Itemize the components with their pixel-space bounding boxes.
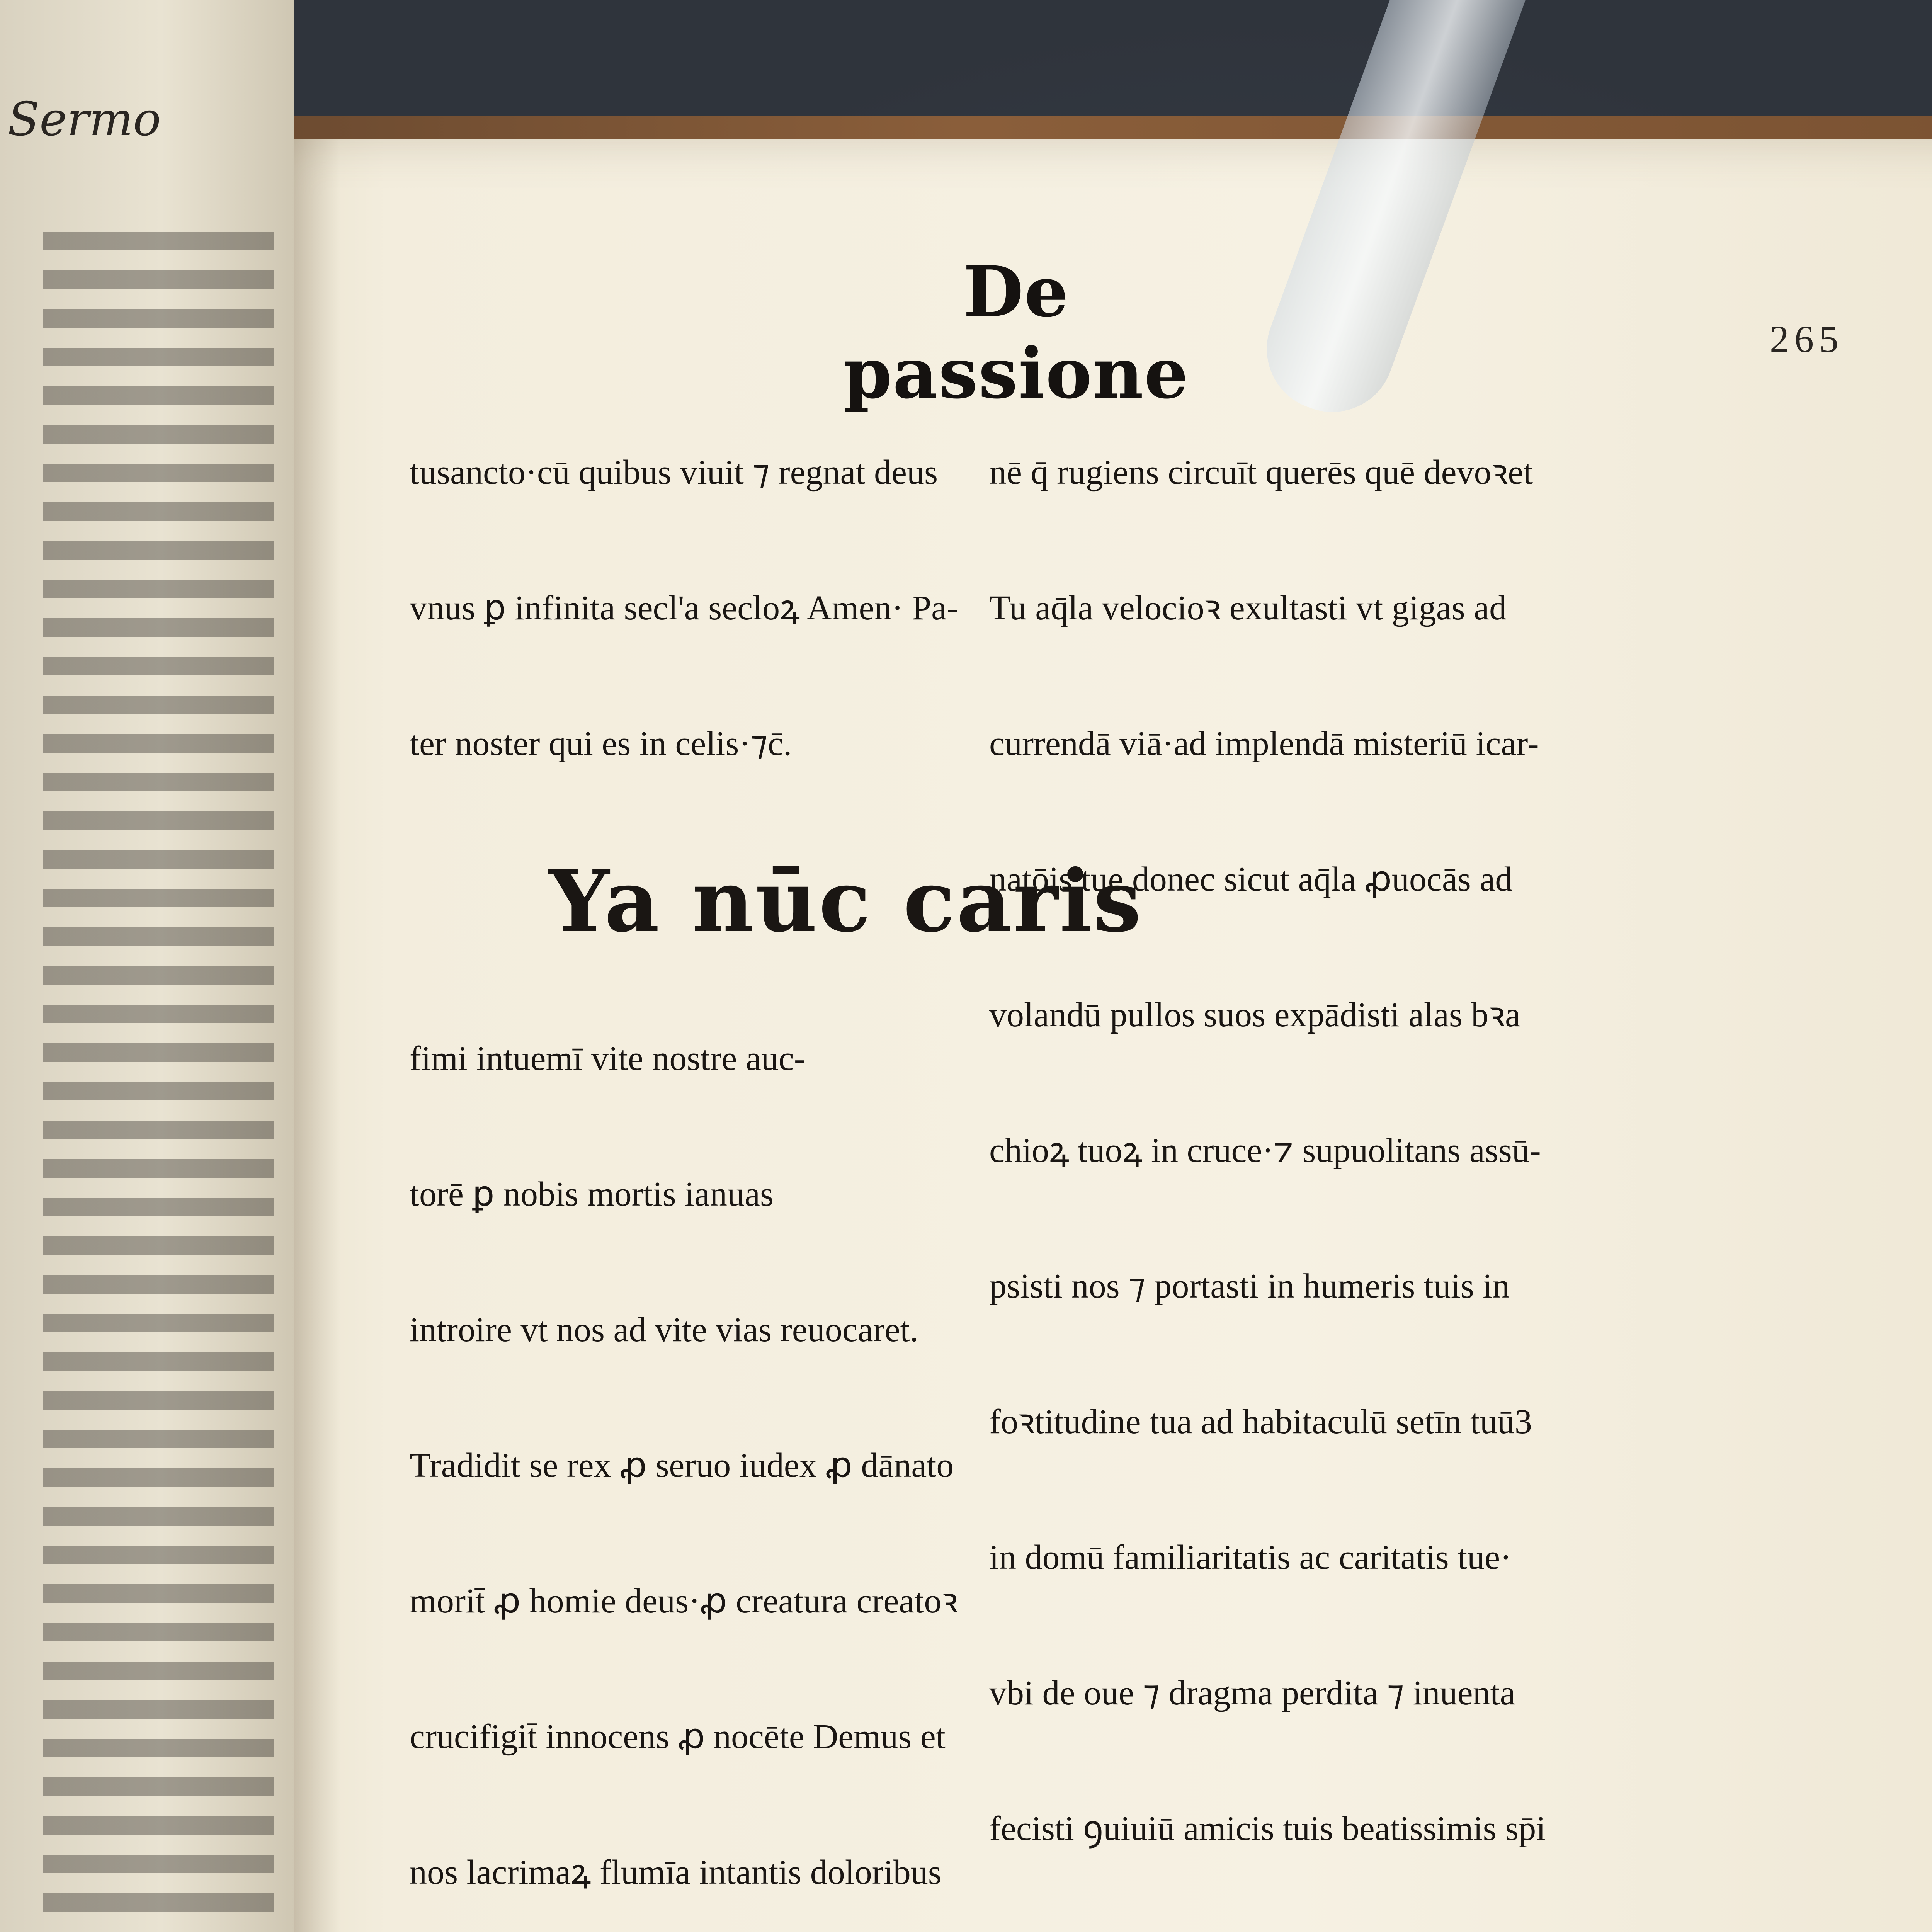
text-line: in domū familiaritatis ac caritatis tue·	[989, 1538, 1512, 1577]
text-line: Tu aq̄la velocioꝛ exultasti vt gigas ad	[989, 589, 1507, 627]
text-line: Tradidit se rex ꝓ seruo iudex ꝓ dānato	[410, 1446, 954, 1485]
text-line: currendā viā·ad implendā misteriū icar-	[989, 724, 1539, 763]
text-line: natōis tue donec sicut aq̄la ꝓuocās ad	[989, 860, 1513, 898]
text-line: vnus ꝑ infinita secl'a secloꝝ Amen· Pa-	[410, 589, 959, 627]
text-line: morit̄ ꝓ homie deus·ꝓ creatura creatoꝛ	[410, 1582, 958, 1620]
left-page-text-block	[43, 232, 274, 1932]
text-line: fimi intuemī vite nostre auc-	[410, 1039, 806, 1078]
text-column-left	[410, 359, 1143, 1932]
folio-number: 265	[1770, 318, 1844, 361]
text-line: tusancto·cū quibus viuit ⁊ regnat deus	[410, 453, 938, 492]
left-page	[0, 0, 294, 1932]
text-line: nē q̄ rugiens circuīt querēs quē devoꝛet	[989, 453, 1533, 492]
left-page-running-head: Sermo	[8, 93, 161, 146]
text-line: chioꝝ tuoꝝ in cruce·⁊ supuolitans assū-	[989, 1131, 1541, 1170]
text-line: introire vt nos ad vite vias reuocaret.	[410, 1311, 919, 1349]
text-line: volandū pullos suos expādisti alas bꝛa	[989, 996, 1520, 1034]
text-line: foꝛtitudine tua ad habitaculū setīn tuū3	[989, 1403, 1532, 1441]
text-line: nos lacrimaꝝ flumīa intantis doloribus	[410, 1853, 942, 1891]
running-head: De passione	[843, 251, 1189, 414]
text-line: ter noster qui es in celis·⁊c̄.	[410, 724, 792, 763]
text-line: torē ꝑ nobis mortis ianuas	[410, 1175, 774, 1213]
text-line: psisti nos ⁊ portasti in humeris tuis in	[989, 1267, 1510, 1305]
text-line: vbi de oue ⁊ dragma perdita ⁊ inuenta	[989, 1674, 1515, 1712]
decorated-initial: Ya nūc caris	[549, 851, 1143, 951]
text-line: fecisti ꝯuiuiū amicis tuis beatissimis sp̄i	[989, 1810, 1546, 1848]
text-line: crucifigit̄ innocens ꝓ nocēte Demus et	[410, 1718, 946, 1756]
text-column-right	[989, 359, 1546, 1932]
